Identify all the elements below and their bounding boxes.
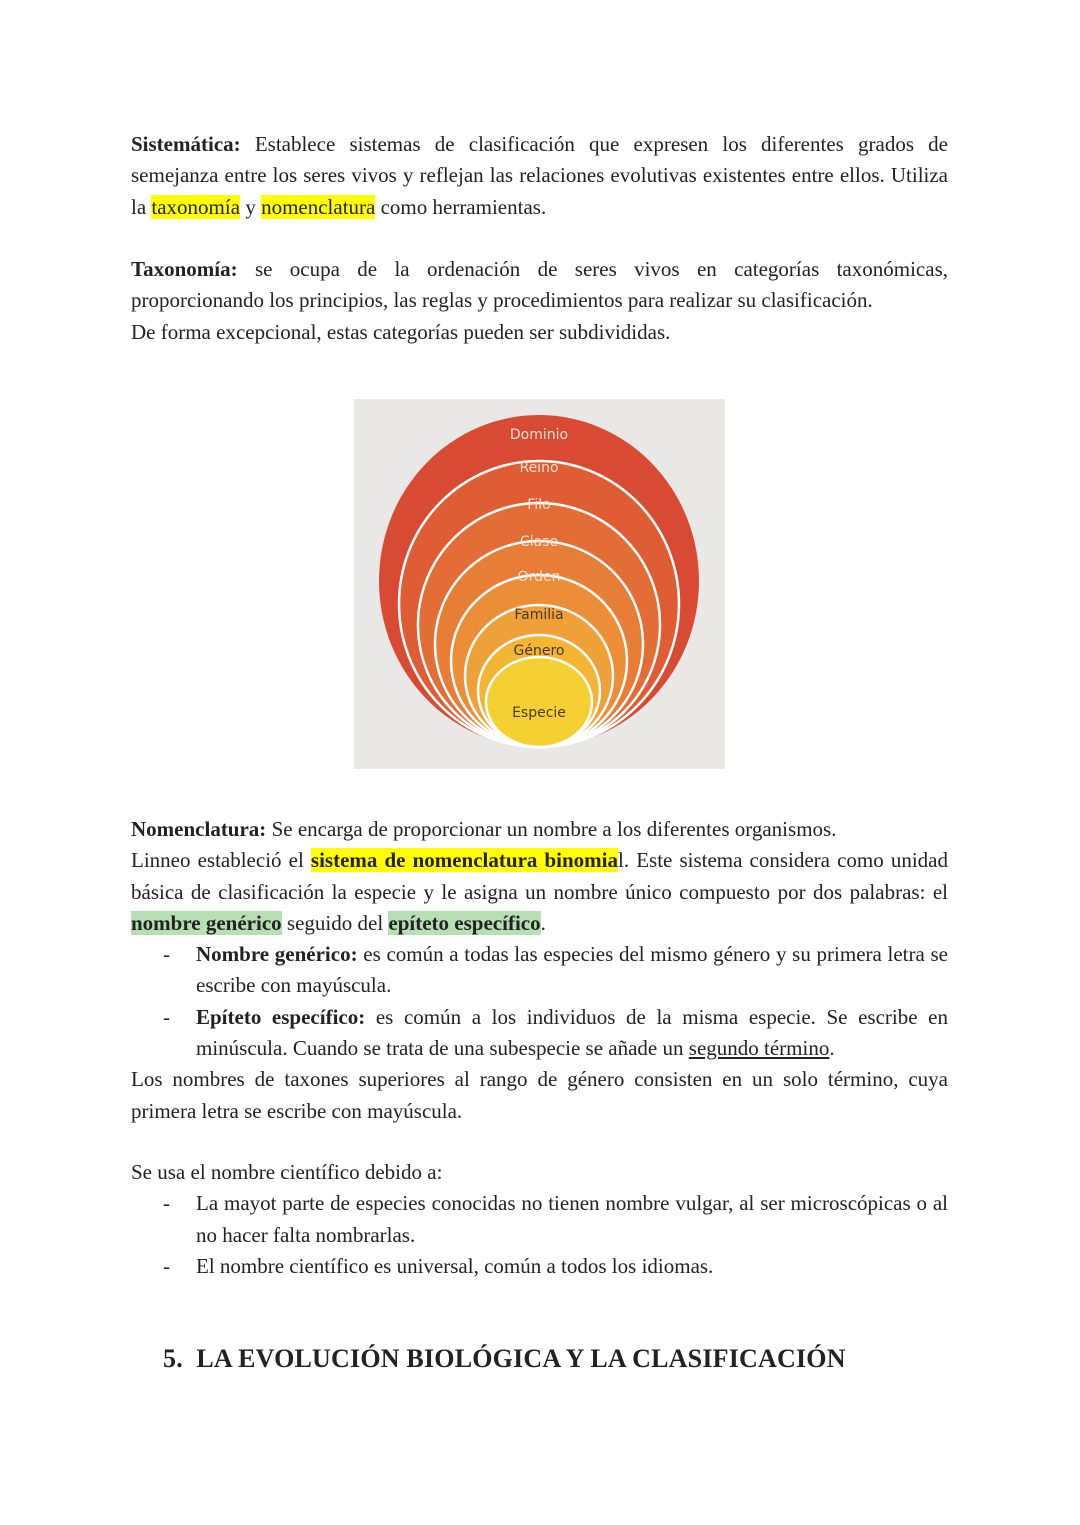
nomenclatura-linneo: Linneo estableció el sistema de nomenclatura binomial. Este sistema considera como unidad básica de clasificación la especie y le asigna un nombre único compuesto por dos palabras: el nombre genérico seguido del epíteto específico.	[131, 848, 948, 935]
nomenclatura-definition: Nomenclatura: Se encarga de proporcionar un nombre a los diferentes organismos.	[131, 817, 837, 841]
ring-label-5: Familia	[514, 607, 564, 623]
ring-label-7: Especie	[512, 705, 566, 721]
highlight-nombre-generico: nombre genérico	[131, 910, 282, 935]
highlight-nomenclatura: nomenclatura	[261, 194, 376, 219]
ring-label-0: Dominio	[509, 427, 569, 443]
highlight-sistema-binomial: sistema de nomenclatura binomia	[310, 848, 619, 873]
highlight-epiteto-especifico: epíteto específico	[388, 910, 541, 935]
section-heading	[163, 1344, 846, 1374]
paragraph-sistematica: Sistemática: Establece sistemas de clasificación que expresen los diferentes grados de semejanza entre los seres vivos y reflejan las relaciones evolutivas existentes entre ellos. Utiliza la taxonomía y nomenclatura como herramientas.	[131, 132, 948, 219]
ring-label-2: Filo	[527, 497, 551, 513]
taxonomia-definition: Taxonomía: se ocupa de la ordenación de seres vivos en categorías taxonómicas, proporcionando los principios, las reglas y procedimientos para realizar su clasificación.	[131, 257, 948, 313]
ring-label-3: Clase	[519, 534, 559, 550]
nomenclatura-closing: Los nombres de taxones superiores al rango de género consisten en un solo término, cuya primera letra se escribe con mayúscula.	[131, 1067, 948, 1123]
ring-7	[486, 657, 592, 747]
highlight-taxonomia: taxonomía	[151, 194, 241, 219]
ring-label-6: Género	[513, 643, 565, 659]
cientifico-list	[131, 1188, 948, 1282]
section-title: LA EVOLUCIÓN BIOLÓGICA Y LA CLASIFICACIÓN	[196, 1344, 846, 1373]
term-taxonomia: Taxonomía:	[131, 257, 238, 281]
list-item: - La mayot parte de especies conocidas no tienen nombre vulgar, al ser microscópicas o al no hacer falta nombrarlas.	[131, 1188, 948, 1251]
nomenclatura-list	[131, 939, 948, 1064]
cientifico-intro: Se usa el nombre científico debido a:	[131, 1160, 443, 1184]
ring-label-1: Reino	[519, 460, 559, 476]
list-item-epiteto-especifico: - Epíteto específico: es común a los individuos de la misma especie. Se escribe en minúscula. Cuando se trata de una subespecie se añade un segundo término.	[131, 1002, 948, 1065]
taxonomia-note: De forma excepcional, estas categorías pueden ser subdivididas.	[131, 319, 671, 344]
list-item-nombre-generico: - Nombre genérico: es común a todas las especies del mismo género y su primera letra se escribe con mayúscula.	[131, 939, 948, 1002]
paragraph-cientifico	[131, 1157, 948, 1282]
taxonomic-categories-diagram	[354, 399, 725, 769]
term-nomenclatura: Nomenclatura:	[131, 817, 267, 841]
paragraph-nomenclatura	[131, 814, 948, 1127]
section-number: 5.	[163, 1344, 183, 1373]
paragraph-taxonomia	[131, 254, 948, 348]
nested-rings-svg	[354, 399, 725, 769]
term-sistematica: Sistemática:	[131, 132, 241, 156]
list-item: - El nombre científico es universal, común a todos los idiomas.	[131, 1251, 948, 1282]
ring-label-4: Orden	[517, 569, 561, 585]
underline-segundo-termino: segundo término	[688, 1036, 830, 1061]
